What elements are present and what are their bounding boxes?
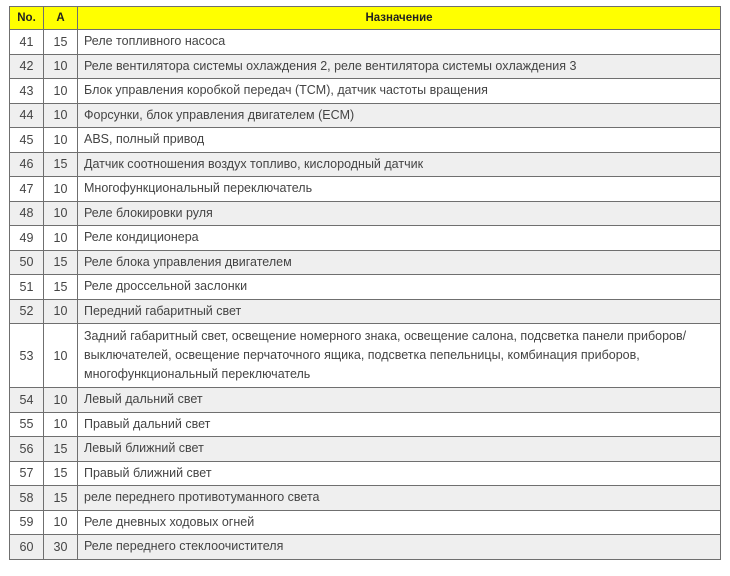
fuse-amperage: 10 <box>44 388 78 413</box>
table-row <box>10 299 721 324</box>
table-row <box>10 486 721 511</box>
fuse-purpose: Реле кондиционера <box>78 226 721 251</box>
fuse-purpose: Задний габаритный свет, освещение номерного знака, освещение салона, подсветка панели приборов/выключателей, освещение перчаточного ящика, подсветка пепельницы, комбинация приборов, многофункциональный переключатель <box>78 324 721 388</box>
fuse-table <box>9 6 721 560</box>
fuse-amperage: 15 <box>44 30 78 55</box>
fuse-purpose: Блок управления коробкой передач (TCM), датчик частоты вращения <box>78 79 721 104</box>
fuse-number: 57 <box>10 461 44 486</box>
fuse-number: 41 <box>10 30 44 55</box>
fuse-purpose: Реле вентилятора системы охлаждения 2, реле вентилятора системы охлаждения 3 <box>78 54 721 79</box>
fuse-purpose: Реле дневных ходовых огней <box>78 510 721 535</box>
fuse-number: 59 <box>10 510 44 535</box>
header-amp: A <box>44 7 78 30</box>
fuse-purpose: Правый ближний свет <box>78 461 721 486</box>
fuse-purpose: Реле блока управления двигателем <box>78 250 721 275</box>
fuse-amperage: 15 <box>44 275 78 300</box>
table-row <box>10 226 721 251</box>
fuse-amperage: 10 <box>44 79 78 104</box>
fuse-number: 42 <box>10 54 44 79</box>
fuse-amperage: 15 <box>44 152 78 177</box>
fuse-amperage: 15 <box>44 486 78 511</box>
fuse-purpose: Левый ближний свет <box>78 437 721 462</box>
fuse-number: 52 <box>10 299 44 324</box>
fuse-number: 47 <box>10 177 44 202</box>
table-row <box>10 177 721 202</box>
table-row <box>10 275 721 300</box>
fuse-number: 48 <box>10 201 44 226</box>
fuse-purpose: Передний габаритный свет <box>78 299 721 324</box>
fuse-number: 44 <box>10 103 44 128</box>
fuse-number: 43 <box>10 79 44 104</box>
fuse-amperage: 10 <box>44 128 78 153</box>
table-row <box>10 250 721 275</box>
table-row <box>10 510 721 535</box>
fuse-purpose: реле переднего противотуманного света <box>78 486 721 511</box>
table-row <box>10 535 721 560</box>
fuse-amperage: 10 <box>44 54 78 79</box>
fuse-purpose: Реле переднего стеклоочистителя <box>78 535 721 560</box>
fuse-amperage: 10 <box>44 299 78 324</box>
header-no: No. <box>10 7 44 30</box>
table-row <box>10 461 721 486</box>
fuse-purpose: ABS, полный привод <box>78 128 721 153</box>
fuse-amperage: 15 <box>44 250 78 275</box>
fuse-number: 53 <box>10 324 44 388</box>
table-row <box>10 388 721 413</box>
fuse-number: 51 <box>10 275 44 300</box>
table-header <box>10 7 721 30</box>
header-purpose: Назначение <box>78 7 721 30</box>
fuse-amperage: 15 <box>44 461 78 486</box>
fuse-amperage: 10 <box>44 510 78 535</box>
fuse-amperage: 10 <box>44 177 78 202</box>
fuse-amperage: 10 <box>44 226 78 251</box>
fuse-purpose: Правый дальний свет <box>78 412 721 437</box>
table-row <box>10 412 721 437</box>
fuse-purpose: Датчик соотношения воздух топливо, кислородный датчик <box>78 152 721 177</box>
fuse-number: 56 <box>10 437 44 462</box>
fuse-number: 49 <box>10 226 44 251</box>
fuse-amperage: 10 <box>44 201 78 226</box>
fuse-purpose: Многофункциональный переключатель <box>78 177 721 202</box>
table-body <box>10 30 721 560</box>
table-row <box>10 54 721 79</box>
table-row <box>10 103 721 128</box>
fuse-amperage: 10 <box>44 412 78 437</box>
fuse-amperage: 30 <box>44 535 78 560</box>
table-row <box>10 152 721 177</box>
fuse-number: 45 <box>10 128 44 153</box>
fuse-purpose: Левый дальний свет <box>78 388 721 413</box>
table-row <box>10 79 721 104</box>
table-row <box>10 128 721 153</box>
header-row <box>10 7 721 30</box>
fuse-amperage: 15 <box>44 437 78 462</box>
fuse-purpose: Реле топливного насоса <box>78 30 721 55</box>
table-row <box>10 437 721 462</box>
table-row <box>10 324 721 388</box>
fuse-purpose: Реле блокировки руля <box>78 201 721 226</box>
fuse-number: 58 <box>10 486 44 511</box>
table-row <box>10 30 721 55</box>
fuse-number: 46 <box>10 152 44 177</box>
fuse-amperage: 10 <box>44 103 78 128</box>
fuse-number: 55 <box>10 412 44 437</box>
fuse-number: 54 <box>10 388 44 413</box>
fuse-purpose: Реле дроссельной заслонки <box>78 275 721 300</box>
fuse-amperage: 10 <box>44 324 78 388</box>
table-row <box>10 201 721 226</box>
fuse-number: 60 <box>10 535 44 560</box>
fuse-purpose: Форсунки, блок управления двигателем (ECM) <box>78 103 721 128</box>
fuse-number: 50 <box>10 250 44 275</box>
